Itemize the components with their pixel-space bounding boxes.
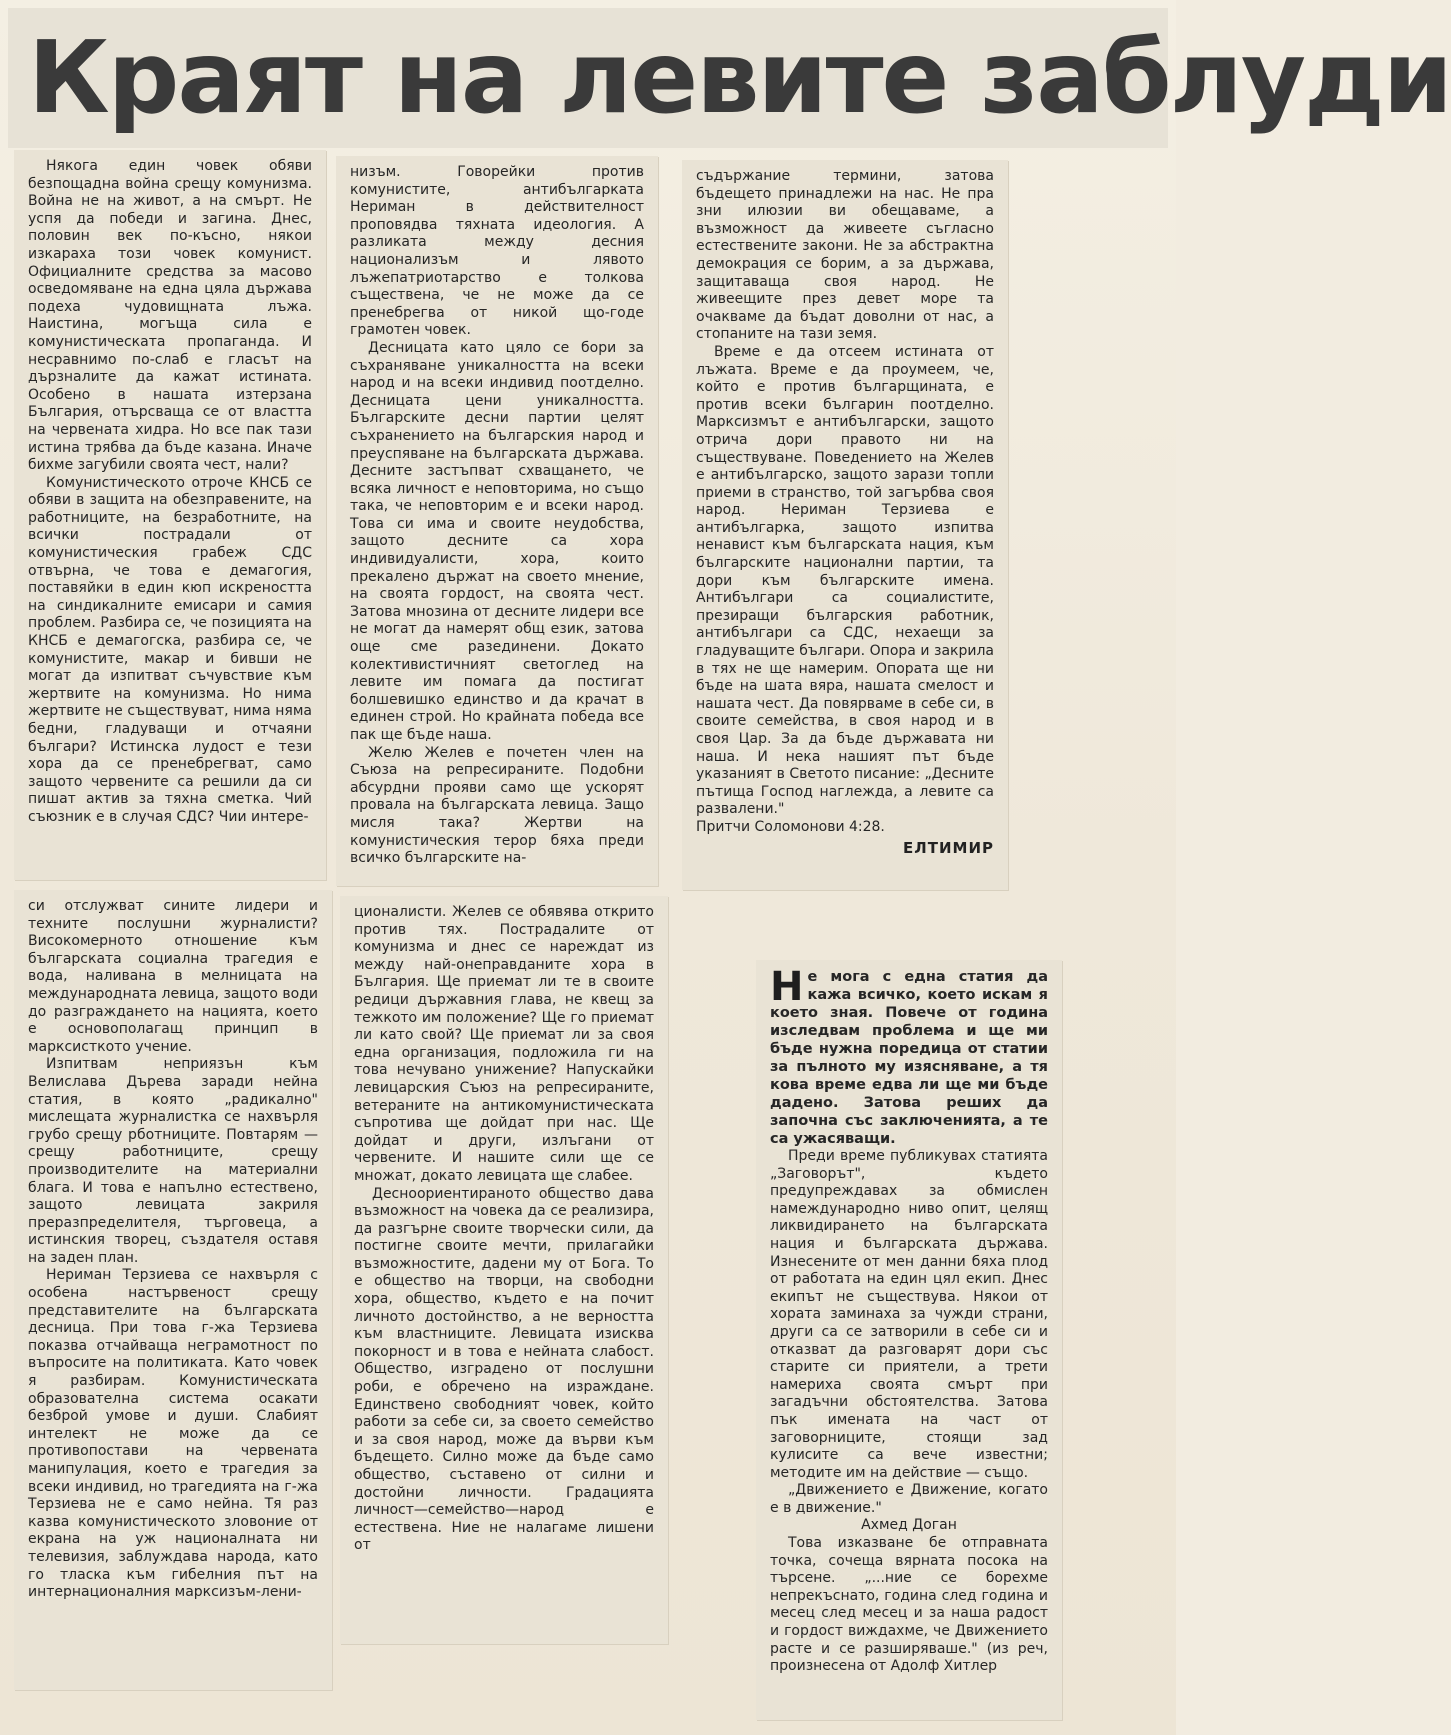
column-4 [756,960,1062,1720]
author-signature: ЕЛТИМИР [903,838,994,857]
paragraph: Изпитвам неприязън към Велиславa Дърева заради нейна статия, в която „радикално" мислещата журналистка се нахвърля грубо срещу рботниците. Повтарям — срещу работниците, срещу производителите на материални блага. И това е напълно естествено, защото левицата закриля преразпределителя, търговеца, а истинския творец, създателя оставя на заден план. [28,1056,318,1266]
paragraph: Комунистическото отроче КНСБ се обяви в защита на обезправените, на работниците, на безработните, на всички пострадали от комунистическия грабеж СДС отвърна, че това е демагогия, поставяйки в един кюп искреността на синдикалните емисари и самия проблем. Разбира се, че позицията на КНСБ е демагогска, разбира се, че комунистите, макар и бивши не могат да изпитват съчувствие към жертвите на комунизма. Но нима жертвите не съществуват, нима няма бедни, гладуващи и отчаяни българи? Истинска лудост е тези хора да се пренебрегват, само защото червените са решили да си пишат актив за тяхна сметка. Чий съюзник е в случая СДС? Чии интере- [28,474,312,825]
paragraph: Преди време публикувах статията „Заговорът", където предупреждавах за обмислен намеждународно ниво опит, целящ ликвидирането на българската нация и българската държава. Изнесените от мен данни бяха плод от работата на един цял екип. Днес екипът не съществува. Някои от хората заминаха за чужди страни, други са се затворили в себе си и отказват да разговарят дори със старите си приятели, а трети намериха своята смърт при загадъчни обстоятелства. Затова пък имената на част от заговорниците, стоящи зад кулисите са вече известни; методите им на действие — също. [770,1148,1048,1481]
column-1-bottom [14,890,332,1690]
column-2-top [336,156,658,886]
paragraph: си отслужват сините лидери и техните послушни журналисти? Високомерното отношение към българската социална трагедия е вода, наливана в мелницата на международната левица, защото води до разграждането на нацията, което е основополагащ принцип в марксисткото учение. [28,898,318,1055]
paragraph: Нериман Терзиева се нахвърля с особена настървеност срещу представителите на българската десница. При това г-жа Терзиева показва отчайваща неграмотност по въпросите на политиката. Като човек я разбирам. Комунистическата образователна система осакати безброй умове и души. Слабият интелект не може да се противопостави на червената манипулация, което е трагедия за всеки индивид, но трагедията на г-жа Терзиева не е само нейна. Тя раз казва комунистическото зловоние от екрана на уж националната ни телевизия, заблуждава народа, като го тласка към гибелния път на интернационалния марксизъм-лени- [28,1267,318,1601]
paragraph: Някога един човек обяви безпощадна война срещу комунизма. Война не на живот, а на смърт. Не успя да победи и загина. Днес, половин век по-късно, някои изкараха този човек комунист. Официалните средства за масово осведомяване на една цяла държава подеха чудовищната лъжа. Наистина, могъща сила е комунистическата пропаганда. И несравнимо по-слаб е гласът на дързналите да кажат истината. Особено в нашата изтерзана България, отърсваща се от властта на червената хидра. Но все пак тази истина трябва да бъде казана. Иначе бихме загубили своята чест, нали? [28,158,312,474]
paragraph: Това изказване бе отправната точка, сочеща вярната посока на търсене. „...ние се борехме непрекъснато, година след година и месец след месец и за наша радост и гордост виждахме, че Движението расте и се разширяваше." (из реч, произнесена от Адолф Хитлер [770,1535,1048,1675]
bible-citation: Притчи Соломонови 4:28. [696,818,885,835]
paragraph: ционалисти. Желев се обявява открито против тях. Пострадалите от комунизма и днес се нареждат из между най-онеправданите хора в България. Ще приемат ли те в своите редици държавния глава, не квещ за тежкото им положение? Ще го приемат ли като свой? Ще приемат ли за своя една организация, подложила ги на това нечувано унижение? Напускайки левицарския Съюз на репресираните, ветераните на антикомунистическата съпротива ще дойдат при нас. Ще дойдат и други, излъгани от червените. И нашите сили ще се множат, докато левицата ще слабее. [354,904,654,1184]
article-headline: Краят на левите заблуди [28,19,1451,136]
lead-paragraph: е мога с една статия да кажа всичко, което искам я което зная. Повече от година изследвам проблема и ще ми бъде нужна поредица от статии за пълното му изясняване, а тя кова време едва ли ще ми бъде дадено. Затова реших да започна със заключенията, а те са ужасяващи. [770,969,1048,1147]
paragraph: Десницата като цяло се бори за съхраняване уникалността на всеки народ и на всеки индивид поотделно. Десницата цени уникалността. Българските десни партии целят съхранението на българския народ и преуспяване на българската държава. Десните застъпват схващането, че всяка личност е неповторима, но също така, че неповторим е и всеки народ. Това си има и своите неудобства, защото десните са хора индивидуалисти, хора, които прекалено държат на своето мнение, на своята гордост, на своята чест. Затова мнозина от десните лидери все не могат да намерят общ език, затова още сме разединени. Докато колективистичният светоглед на левите им помага да постигат болшевишко единство и да крачат в единен строй. Но крайната победа все пак ще бъде наша. [350,339,644,743]
quote: „Движението е Движение, когато е в движение." [770,1482,1048,1516]
column-2-bottom [340,896,668,1644]
paragraph: Време е да отсеем истината от лъжата. Време е да проумеем, че, който е против българщината, е против всеки българин поотделно. Марксизмът е антибългарски, защото отрича дори правото ни на съществуване. Поведението на Желев е антибългарско, защото зарази топли приеми в странство, той загърбва своя народ. Нериман Терзиева е антибългарка, защото изпитва ненавист към българската нация, към българските национални партии, та дори към българските имена. Антибългари са социалистите, презиращи българския работник, антибългари са СДС, нехаещи за гладуващите българи. Опора и закрила в тях не ще намерим. Опората ще ни бъде на шата вяра, нашата смелост и нашата чест. Да повярваме в себе си, в своите семейства, в своя народ и в своя Цар. За да бъде държавата ни наша. И нека нашият път бъде указаният в Светото писание: „Десните пътища Господ наглежда, а левите са развалени." [696,343,994,818]
paragraph: съдържание термини, затова бъдещето принадлежи на нас. Не пра зни илюзии ви обещаваме, а възможност да живеете съгласно естествените закони. Не за абстрактна демокрация се борим, а за държава, защитаваща своя народ. Не живеещите през девет море та очакваме да бъдат доволни от нас, а стопаните на тази земя. [696,168,994,343]
article-lead [770,964,1048,1148]
drop-cap: Н [770,964,804,1010]
quote-author: Ахмед Доган [861,1517,957,1534]
paragraph: низъм. Говорейки против комунистите, антибългарката Нериман в действителност проповядва тяхната идеология. А разликата между десния национализъм и лявото лъжепатриотарство е толкова съществена, че не може да се пренебрегва от никой що-годе грамотен човек. [350,164,644,339]
column-3 [682,160,1008,890]
paragraph: Деснoориентираното общество дава възможност на човека да се реализира, да разгърне своите творчески сили, да постигне своите мечти, прилагайки възможностите, дадени му от Бога. То е общество на творци, на свободни хора, общество, където е на почит личното достойнство, а не верността към властниците. Левицата изисква покорност и в това е нейната слабост. Общество, изградено от послушни роби, е обречено на израждане. Единствено свободният човек, който работи за себе си, за своето семейство и за своя народ, може да върви към бъдещето. Силно може да бъде само общество, съставено от силни и достойни личности. Градацията личност—семейство—народ е естествена. Ние не налагаме лишени от [354,1185,654,1554]
paragraph: Желю Желев е почетен член на Съюза на репресираните. Подобни абсурдни прояви само ще ускорят провала на българската левица. Защо мисля така? Жертви на комунистическия терор бяха преди всичко българските на- [350,744,644,867]
column-1-top [14,150,326,880]
